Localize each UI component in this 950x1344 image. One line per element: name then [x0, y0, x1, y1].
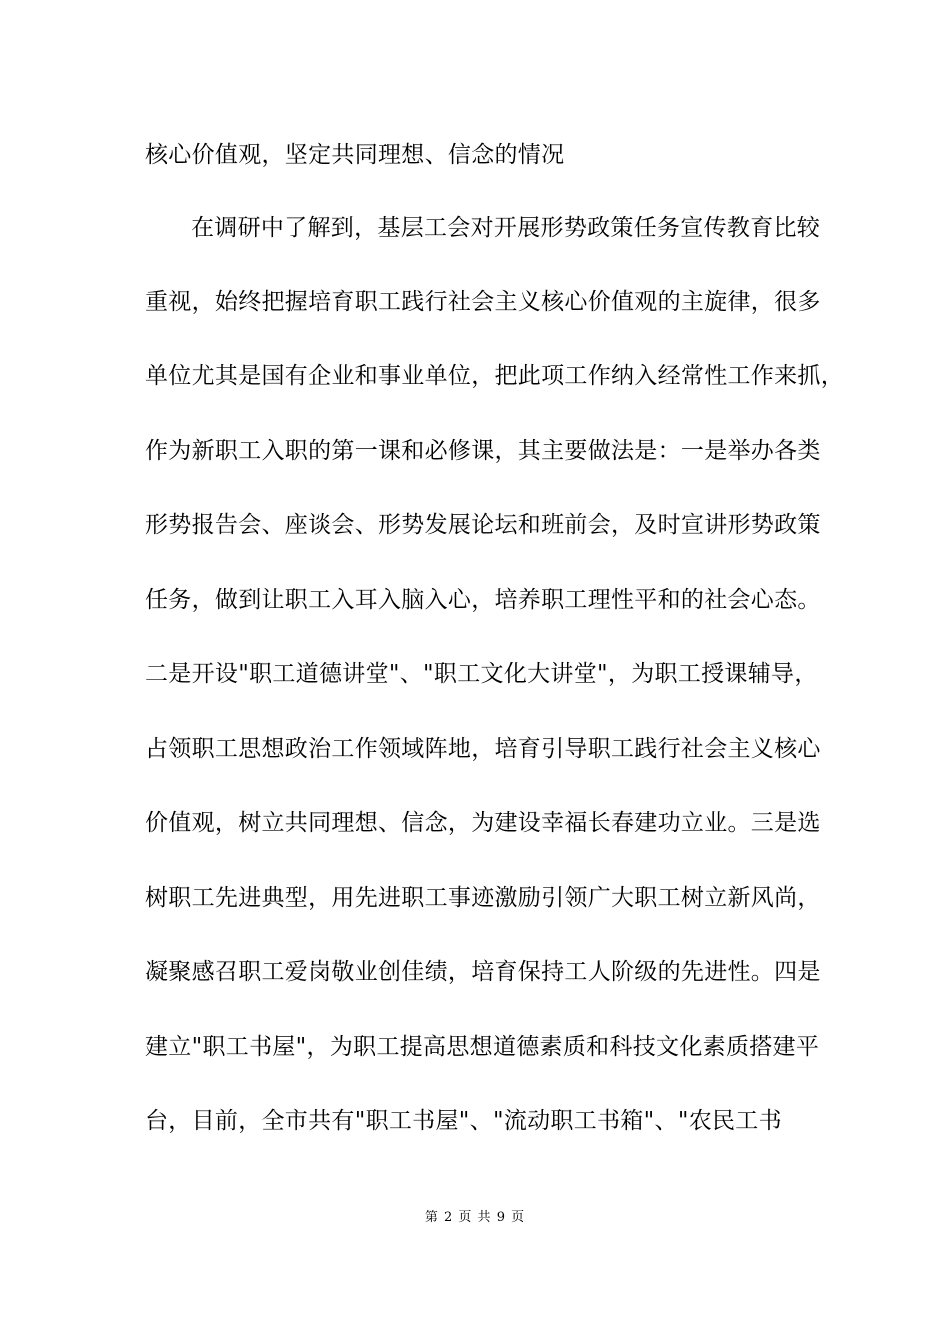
body-line-5: 作为新职工入职的第一课和必修课，其主要做法是：一是举办各类 [145, 438, 821, 464]
body-line-13: 建立"职工书屋"，为职工提高思想道德素质和科技文化素质搭建平 [145, 1034, 820, 1060]
page-number: 第 2 页 共 9 页 [424, 1210, 526, 1225]
body-line-12: 凝聚感召职工爱岗敬业创佳绩，培育保持工人阶级的先进性。四是 [145, 959, 821, 985]
body-line-11: 树职工先进典型，用先进职工事迹激励引领广大职工树立新风尚， [145, 885, 821, 911]
body-line-1: 核心价值观，坚定共同理想、信念的情况 [145, 142, 565, 168]
body-line-10: 价值观，树立共同理想、信念，为建设幸福长春建功立业。三是选 [145, 810, 821, 836]
body-line-3: 重视，始终把握培育职工践行社会主义核心价值观的主旋律，很多 [145, 289, 821, 315]
body-line-4: 单位尤其是国有企业和事业单位，把此项工作纳入经常性工作来抓， [145, 363, 844, 389]
body-line-14: 台，目前，全市共有"职工书屋"、"流动职工书箱"、"农民工书 [145, 1108, 782, 1134]
body-line-7: 任务，做到让职工入耳入脑入心，培养职工理性平和的社会心态。 [145, 587, 821, 613]
body-line-6: 形势报告会、座谈会、形势发展论坛和班前会，及时宣讲形势政策 [145, 512, 821, 538]
body-line-2: 在调研中了解到，基层工会对开展形势政策任务宣传教育比较 [191, 215, 821, 241]
body-line-9: 占领职工思想政治工作领域阵地，培育引导职工践行社会主义核心 [145, 736, 821, 762]
body-line-8: 二是开设"职工道德讲堂"、"职工文化大讲堂"，为职工授课辅导， [145, 661, 818, 687]
